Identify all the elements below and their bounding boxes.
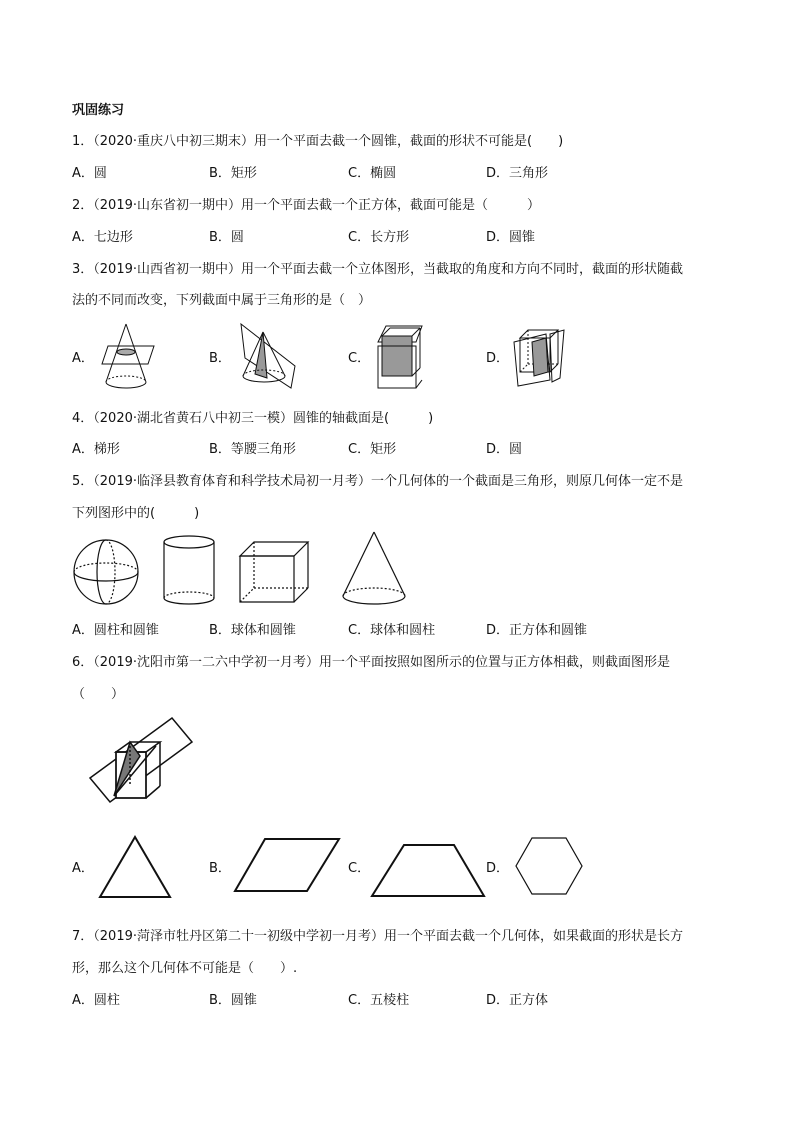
question-6-line2: （ ） <box>72 687 125 702</box>
option-c: C．长方形 <box>348 230 410 245</box>
option-a: A．圆柱 <box>72 993 120 1008</box>
question-number: 3 <box>72 262 81 277</box>
hexagon-option-figure <box>514 836 584 896</box>
question-number: 2 <box>72 198 81 213</box>
question-1 <box>72 133 563 151</box>
trapezoid-option-figure <box>370 842 486 898</box>
option-a: A．梯形 <box>72 442 120 457</box>
option-b: B．等腰三角形 <box>209 442 296 457</box>
question-text: ．（2020·重庆八中初三期末）用一个平面去截一个圆锥，截面的形状不可能是( ) <box>80 134 564 149</box>
option-d: D． <box>486 861 510 876</box>
option-b: B．球体和圆锥 <box>209 623 296 638</box>
option-a: A．圆 <box>72 166 107 181</box>
option-d: D．圆锥 <box>486 230 536 245</box>
question-number: 7 <box>72 929 81 944</box>
option-c: C． <box>348 351 371 366</box>
cube-oblique-cut-figure <box>510 328 566 390</box>
option-d: D．正方体 <box>486 993 549 1008</box>
cube-figure <box>238 540 310 604</box>
option-d: D．三角形 <box>486 166 549 181</box>
question-text: ．（2019·山西省初一期中）用一个平面去截一个立体图形，当截取的角度和方向不同时，截面的形状随截 <box>80 262 683 277</box>
cube-vertical-cut-figure <box>372 322 428 392</box>
option-d: D．圆 <box>486 442 523 457</box>
option-c: C．五棱柱 <box>348 993 410 1008</box>
question-5 <box>72 473 683 491</box>
parallelogram-option-figure <box>233 836 341 894</box>
option-d: D． <box>486 351 510 366</box>
question-number: 5 <box>72 474 81 489</box>
option-a: A．七边形 <box>72 230 133 245</box>
option-b: B．圆 <box>209 230 244 245</box>
question-5-line2: 下列图形中的( ) <box>72 506 200 521</box>
option-b: B． <box>209 861 231 876</box>
option-c: C． <box>348 861 371 876</box>
question-3 <box>72 261 683 279</box>
cone-horizontal-cut-figure <box>98 322 160 392</box>
question-4 <box>72 410 433 428</box>
sphere-figure <box>72 538 140 606</box>
question-number: 6 <box>72 655 81 670</box>
option-b: B．矩形 <box>209 166 257 181</box>
option-a: A． <box>72 351 94 366</box>
question-number: 4 <box>72 411 81 426</box>
option-b: B． <box>209 351 231 366</box>
option-c: C．矩形 <box>348 442 397 457</box>
option-c: C．椭圆 <box>348 166 397 181</box>
option-a: A．圆柱和圆锥 <box>72 623 159 638</box>
question-number: 1 <box>72 134 81 149</box>
option-c: C．球体和圆柱 <box>348 623 436 638</box>
section-title: 巩固练习 <box>72 103 125 118</box>
cylinder-figure <box>162 534 216 608</box>
question-2 <box>72 197 540 215</box>
cube-plane-cut-figure <box>86 716 198 806</box>
question-text: ．（2019·沈阳市第一二六中学初一月考）用一个平面按照如图所示的位置与正方体相截，则截面图形是 <box>80 655 670 670</box>
question-text: ．（2019·临泽县教育体育和科学技术局初一月考）一个几何体的一个截面是三角形，则原几何体一定不是 <box>80 474 683 489</box>
option-d: D．正方体和圆锥 <box>486 623 588 638</box>
question-3-line2: 法的不同而改变，下列截面中属于三角形的是（ ） <box>72 293 372 308</box>
question-7-line2: 形，那么这个几何体不可能是（ ）. <box>72 961 298 976</box>
cone-vertical-cut-figure <box>233 318 305 390</box>
question-6 <box>72 654 670 672</box>
question-text: ．（2019·菏泽市牡丹区第二十一初级中学初一月考）用一个平面去截一个几何体，如果截面的形状是长方 <box>80 929 683 944</box>
triangle-option-figure <box>98 834 172 900</box>
question-text: ．（2020·湖北省黄石八中初三一模）圆锥的轴截面是( ) <box>80 411 434 426</box>
question-text: ．（2019·山东省初一期中）用一个平面去截一个正方体，截面可能是（ ） <box>80 198 540 213</box>
cone-figure <box>340 530 408 608</box>
option-a: A． <box>72 861 94 876</box>
question-7 <box>72 928 683 946</box>
option-b: B．圆锥 <box>209 993 257 1008</box>
